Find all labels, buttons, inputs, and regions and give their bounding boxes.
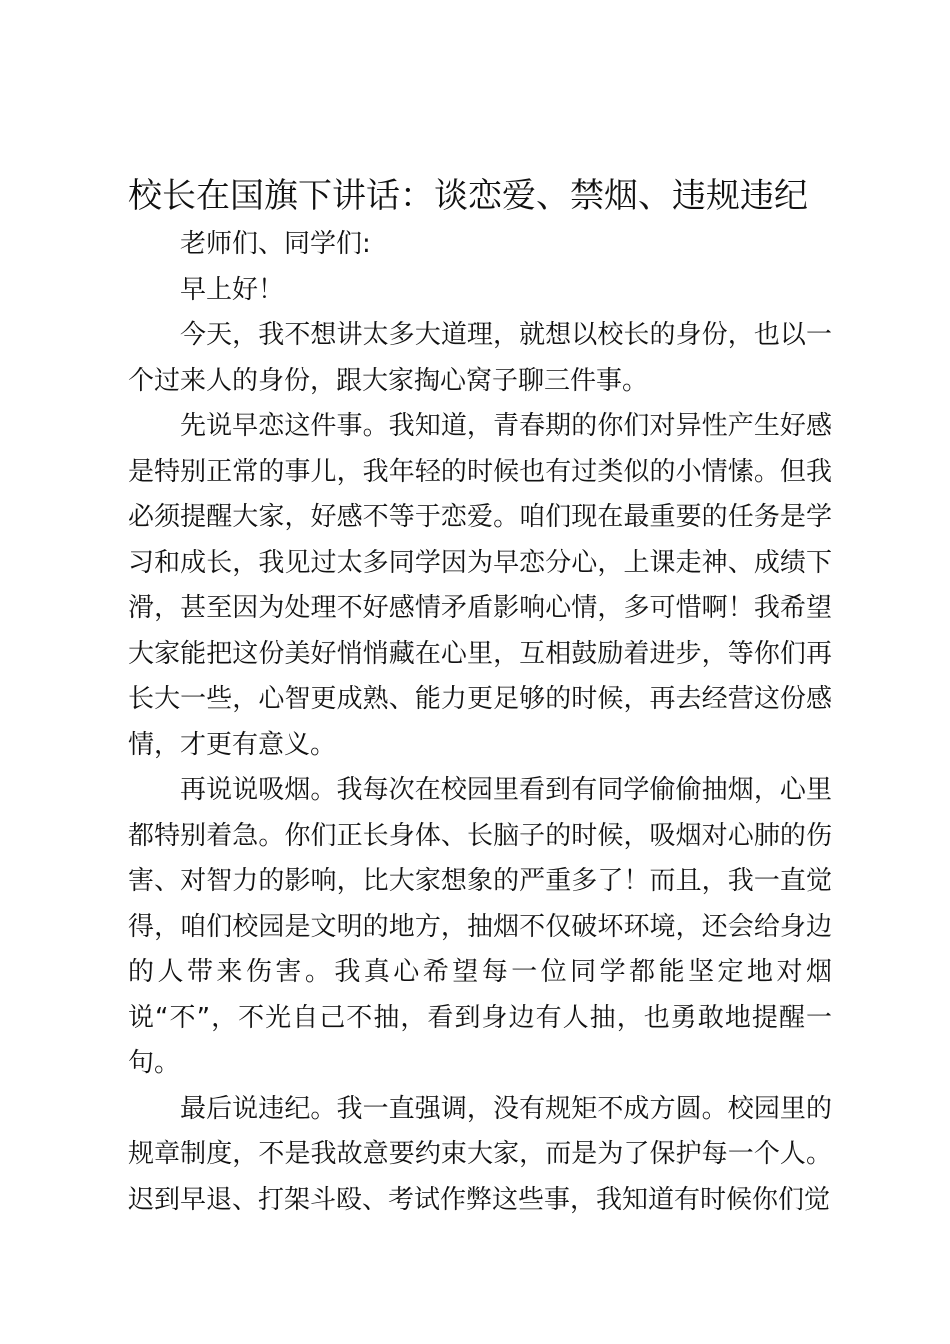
early-love-paragraph: 先说早恋这件事。我知道，青春期的你们对异性产生好感是特别正常的事儿，我年轻的时候也有过类似的小情愫。但我必须提醒大家，好感不等于恋爱。咱们现在最重要的任务是学习和成长，我见过太多同学因为早恋分心，上课走神、成绩下滑，甚至因为处理不好感情矛盾影响心情，多可惜啊！我希望大家能把这份美好悄悄藏在心里，互相鼓励着进步，等你们再长大一些，心智更成熟、能力更足够的时候，再去经营这份感情，才更有意义。 (128, 411, 832, 760)
document-title: 校长在国旗下讲话：谈恋爱、禁烟、违规违纪 (128, 176, 808, 216)
smoking-paragraph: 再说说吸烟。我每次在校园里看到有同学偷偷抽烟，心里都特别着急。你们正长身体、长脑子的时候，吸烟对心肺的伤害、对智力的影响，比大家想象的严重多了！而且，我一直觉得，咱们校园是文明的地方，抽烟不仅破坏环境，还会给身边的人带来伤害。我真心希望每一位同学都能坚定地对烟说“不”，不光自己不抽，看到身边有人抽，也勇敢地提醒一句。 (128, 775, 832, 1078)
discipline-paragraph: 最后说违纪。我一直强调，没有规矩不成方圆。校园里的规章制度，不是我故意要约束大家，而是为了保护每一个人。迟到早退、打架斗殴、考试作弊这些事，我知道有时候你们觉 (128, 1093, 832, 1215)
intro-paragraph: 今天，我不想讲太多大道理，就想以校长的身份，也以一个过来人的身份，跟大家掏心窝子聊三件事。 (128, 320, 832, 396)
salutation: 老师们、同学们: (180, 229, 371, 259)
document-page (128, 172, 832, 1223)
greeting: 早上好！ (180, 274, 285, 305)
